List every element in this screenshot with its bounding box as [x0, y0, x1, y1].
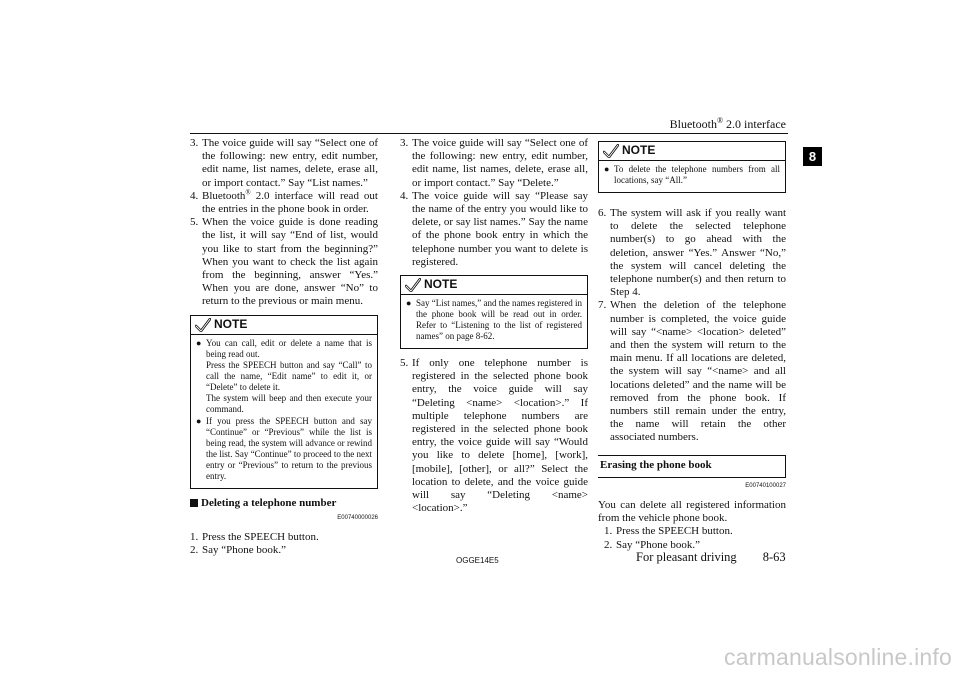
list-item: 7. When the deletion of the telephone number is completed, the voice guide will say “<name> <location> deleted” and then the system will return to the main menu. If all locations are deleted, the system will say “<name> and all locations deleted” and the name will be removed from the phone book. If numbers still remain under the entry, the name will retain the other associated numbers. [598, 299, 786, 444]
footer-section-name: For pleasant driving [636, 550, 737, 564]
column-3 [598, 137, 786, 552]
note-check-icon [405, 278, 421, 292]
note-body [401, 295, 587, 348]
list-item: 3. The voice guide will say “Select one of the following: new entry, edit number, edit name, list names, delete, erase all, or import contact.” Say “List names.” [190, 137, 378, 189]
section-heading: Deleting a telephone number [190, 497, 378, 510]
note-bullet: ● If you press the SPEECH button and say “Continue” or “Previous” while the list is being read, the system will advance or rewind the list. Say “Continue” to proceed to the next entry or “Previous” to return to the previous entry. [196, 415, 372, 481]
list-item: 4. Bluetooth® 2.0 interface will read out the entries in the phone book in order. [190, 188, 378, 216]
bullet-icon: ● [406, 298, 412, 309]
section-tab: 8 [803, 147, 822, 166]
note-header [401, 276, 587, 295]
section-code: E00740100027 [745, 482, 786, 489]
header-title: Bluetooth [669, 117, 717, 131]
note-bullet: ● You can call, edit or delete a name that is being read out. Press the SPEECH button and say “Call” to call the name, “Edit name” to edit it, or “Delete” to delete it. The system will beep and then execute your command. [196, 337, 372, 414]
header-registered-mark: ® [716, 116, 724, 125]
note-body [191, 335, 377, 488]
list-item: 5. If only one telephone number is registered in the selected phone book entry, the voice guide will say “Deleting <name> <location>.” If multiple telephone numbers are registered in the selected phone book entry, the voice guide will say “Would you like to delete [home], [work], [mobile], [other], or all?” Select the location to delete, and the voice guide will say “Deleting <name> <location>.” [400, 357, 588, 515]
intro-text: You can delete all registered information from the vehicle phone book. [598, 499, 786, 525]
document-code: OGGE14E5 [456, 556, 499, 565]
watermark: carmanualsonline.info [724, 644, 952, 670]
list-item: 4. The voice guide will say “Please say the name of the entry you would like to delete, or say list names.” Say the name of the phone book entry in which the telephone number you want to delete is registered. [400, 189, 588, 268]
note-box [190, 315, 378, 489]
note-bullet: ● Say “List names,” and the names registered in the phone book will be read out in order. Refer to “Listening to the list of registered names” on page 8-62. [406, 298, 582, 342]
header-title-suffix: 2.0 interface [723, 117, 786, 131]
header-rule [190, 133, 788, 134]
bullet-icon: ● [604, 164, 610, 174]
page-header [670, 117, 786, 132]
page-number: 8-63 [762, 550, 786, 564]
list-item: 2. Say “Phone book.” [604, 538, 701, 551]
note-box [598, 141, 786, 193]
list-item: 5. When the voice guide is done reading the list, it will say “End of list, would you like to start from the beginning?” When you want to check the list again from the beginning, answer “Yes.” When you are done, answer “No” to return to the previous or main menu. [190, 216, 378, 308]
section-heading: Erasing the phone book [598, 455, 786, 478]
note-check-icon [603, 144, 619, 158]
square-bullet-icon [190, 499, 198, 507]
bullet-icon: ● [196, 415, 202, 426]
note-title: NOTE [622, 143, 656, 158]
column-1 [190, 137, 378, 557]
list-item: 3. The voice guide will say “Select one of the following: new entry, edit number, edit name, list names, delete, erase all, or import contact.” Say “Delete.” [400, 137, 588, 189]
list-item: 2. Say “Phone book.” [190, 544, 287, 557]
list-item: 6. The system will ask if you really want to delete the selected telephone number(s) to go ahead with the deletion, answer “Yes.” Answer “No,” the system will cancel deleting the telephone number(s) and then return to Step 4. [598, 207, 786, 299]
note-box [400, 275, 588, 349]
note-title: NOTE [214, 317, 248, 332]
note-header [191, 316, 377, 335]
bullet-icon: ● [196, 337, 202, 348]
list-item: 1. Press the SPEECH button. [190, 531, 319, 544]
section-code: E00740000026 [337, 514, 378, 521]
list-item: 1. Press the SPEECH button. [604, 525, 733, 538]
page-footer [636, 550, 786, 565]
note-header [599, 142, 785, 161]
note-bullet: ● To delete the telephone numbers from all locations, say “All.” [604, 164, 780, 185]
note-title: NOTE [424, 277, 458, 292]
note-body [599, 161, 785, 192]
note-check-icon [195, 318, 211, 332]
column-2 [400, 137, 588, 515]
